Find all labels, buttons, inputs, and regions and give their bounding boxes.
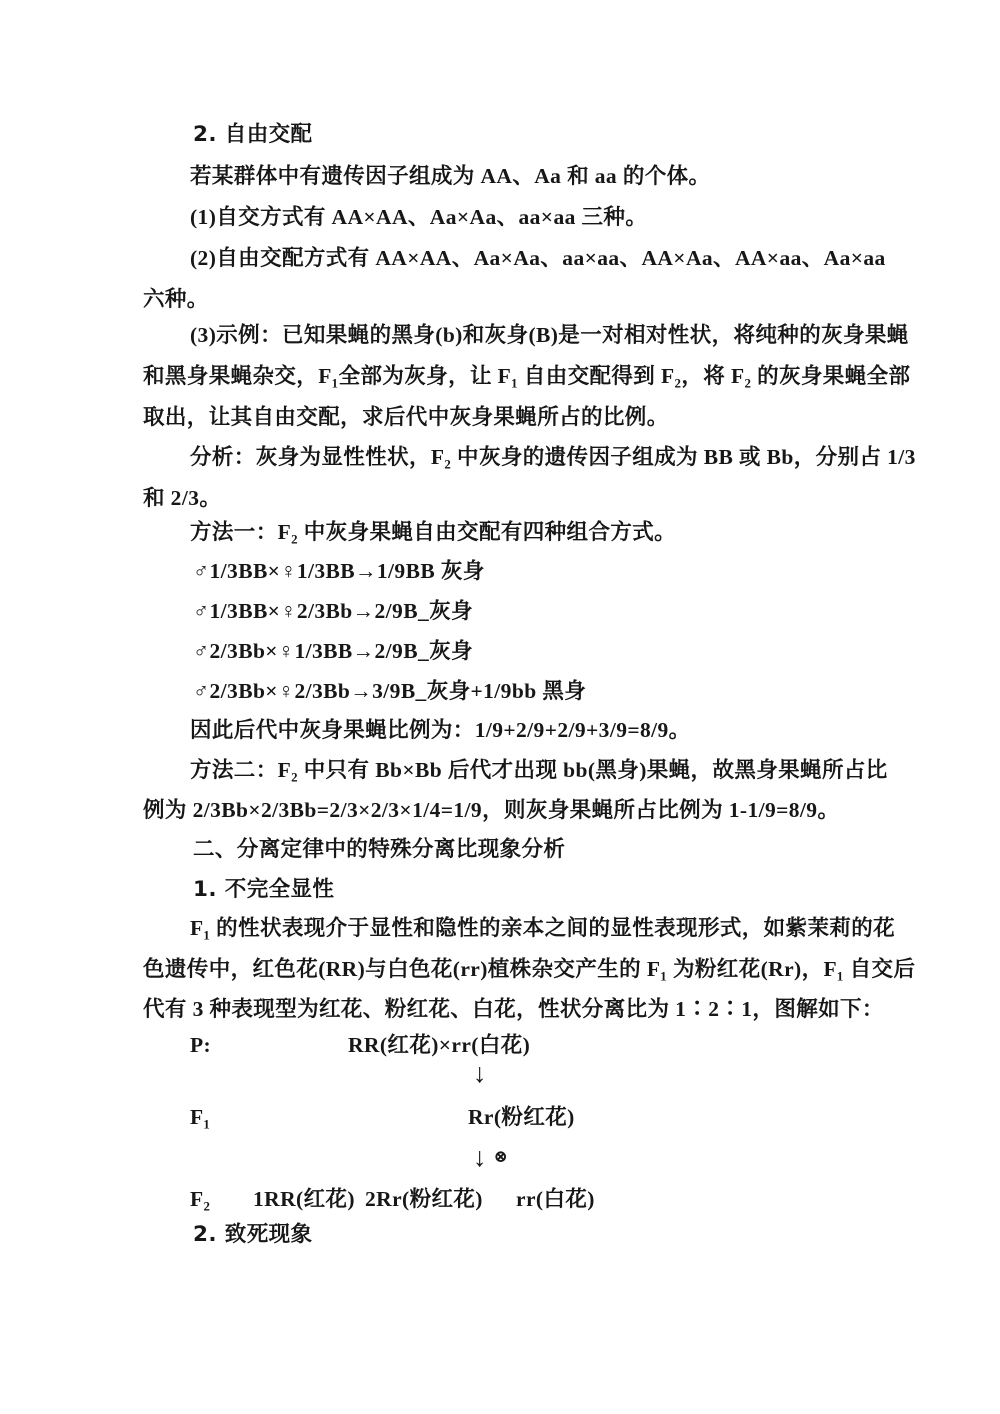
para-incomplete-dominance-line2: 色遗传中，红色花(RR)与白色花(rr)植株杂交产生的 F₁ 为粉红花(Rr)，F₁ 自交后 <box>143 957 916 981</box>
mating-combination-line-4: ♂2/3Bb×♀2/3Bb→3/9B_灰身+1/9bb 黑身 <box>193 679 587 703</box>
para-incomplete-dominance-line3: 代有 3 种表现型为红花、粉红花、白花，性状分离比为 1∶2∶1，图解如下： <box>143 997 884 1021</box>
f2-genotype-white: rr(白花) <box>516 1187 595 1211</box>
f1-generation-value: Rr(粉红花) <box>468 1105 575 1129</box>
f2-genotype-pink: 2Rr(粉红花) <box>365 1187 483 1211</box>
f2-generation-label: F₂ <box>190 1187 211 1211</box>
para-analysis-line2: 和 2/3。 <box>143 486 222 510</box>
para-example-line2: 和黑身果蝇杂交，F₁全部为灰身，让 F₁ 自由交配得到 F₂，将 F₂ 的灰身果蝇全部 <box>143 364 911 388</box>
mating-combination-line-3: ♂2/3Bb×♀1/3BB→2/9B_灰身 <box>193 639 473 663</box>
f2-genotype-red: 1RR(红花) <box>253 1187 355 1211</box>
para-example-line3: 取出，让其自由交配，求后代中灰身果蝇所占的比例。 <box>143 405 669 429</box>
para-selfing-ways: (1)自交方式有 AA×AA、Aa×Aa、aa×aa 三种。 <box>190 205 648 229</box>
para-method2-line2: 例为 2/3Bb×2/3Bb=2/3×2/3×1/4=1/9，则灰身果蝇所占比例为 1-1/9=8/9。 <box>143 798 840 822</box>
para-analysis-line1: 分析：灰身为显性性状，F₂ 中灰身的遗传因子组成为 BB 或 Bb，分别占 1/3 <box>190 445 916 469</box>
para-method1-conclusion: 因此后代中灰身果蝇比例为：1/9+2/9+2/9+3/9=8/9。 <box>190 718 691 742</box>
para-method2-line1: 方法二：F₂ 中只有 Bb×Bb 后代才出现 bb(黑身)果蝇，故黑身果蝇所占比 <box>190 758 888 782</box>
para-free-mating-ways-line1: (2)自由交配方式有 AA×AA、Aa×Aa、aa×aa、AA×Aa、AA×aa、Aa×aa <box>190 246 886 270</box>
para-incomplete-dominance-line1: F₁ 的性状表现介于显性和隐性的亲本之间的显性表现形式，如紫茉莉的花 <box>190 916 896 940</box>
para-example-line1: (3)示例：已知果蝇的黑身(b)和灰身(B)是一对相对性状，将纯种的灰身果蝇 <box>190 323 909 347</box>
p-generation-label: P: <box>190 1033 212 1057</box>
p-generation-cross: RR(红花)×rr(白花) <box>348 1033 531 1057</box>
mating-combination-line-1: ♂1/3BB×♀1/3BB→1/9BB 灰身 <box>193 559 485 583</box>
para-intro: 若某群体中有遗传因子组成为 AA、Aa 和 aa 的个体。 <box>190 164 711 188</box>
selfing-icon: ⊗ <box>493 1147 508 1166</box>
down-arrow-icon: ↓ <box>473 1058 487 1088</box>
para-method1-intro: 方法一：F₂ 中灰身果蝇自由交配有四种组合方式。 <box>190 520 677 544</box>
heading-lethal-phenomenon: 2. 致死现象 <box>193 1222 313 1247</box>
para-free-mating-ways-line2: 六种。 <box>143 287 209 311</box>
mating-combination-line-2: ♂1/3BB×♀2/3Bb→2/9B_灰身 <box>193 599 473 623</box>
down-arrow-icon-2: ↓ <box>473 1142 487 1172</box>
heading-incomplete-dominance: 1. 不完全显性 <box>193 877 335 902</box>
f1-generation-label: F₁ <box>190 1105 211 1129</box>
heading-free-mating: 2. 自由交配 <box>193 122 313 147</box>
selfing-arrow-group <box>473 1143 508 1171</box>
heading-special-ratio-analysis: 二、分离定律中的特殊分离比现象分析 <box>193 837 566 862</box>
